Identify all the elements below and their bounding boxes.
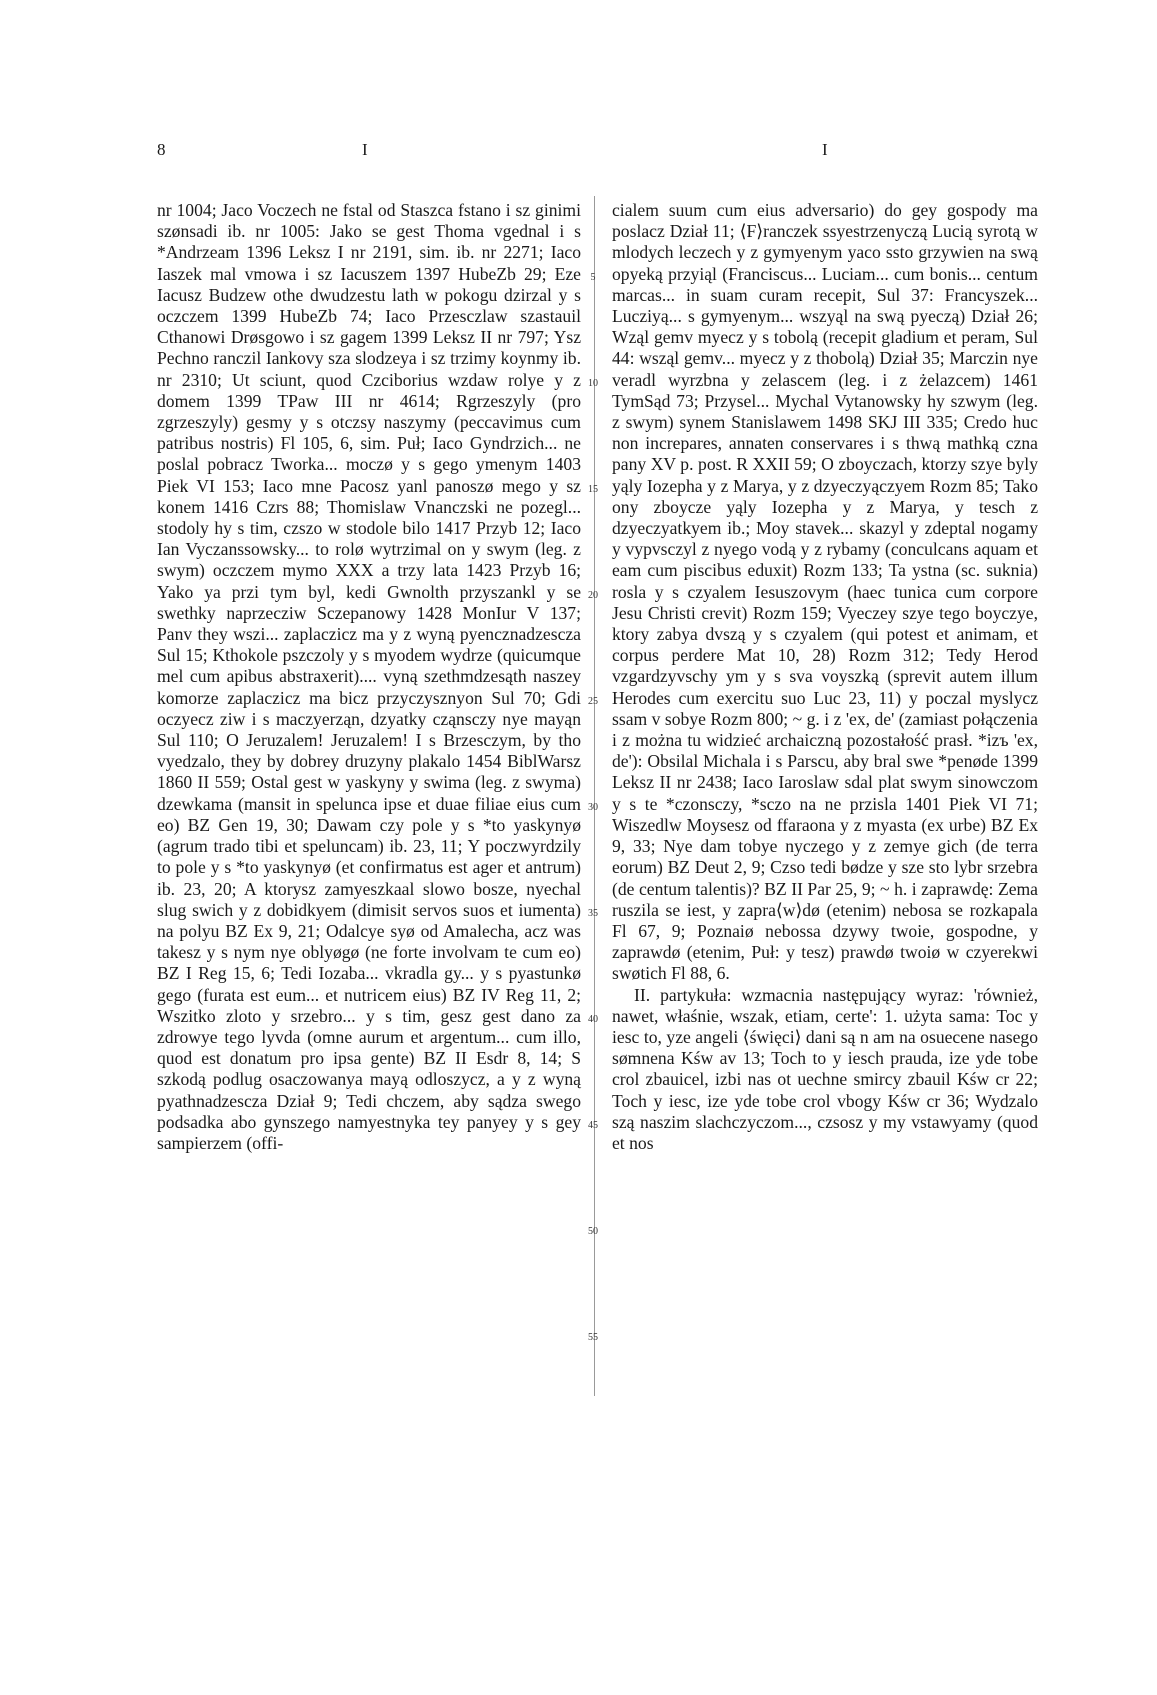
line-number: 5 [590,272,596,283]
line-number: 40 [588,1014,598,1025]
line-number: 30 [588,802,598,813]
line-number: 15 [588,484,598,495]
left-column [157,200,581,1154]
right-column-paragraph: II. partykuła: wzmacnia następujący wyraz: 'również, nawet, właśnie, wszak, etiam, certe': 1. użyta sama: Toc y iesc to, yze angeli ⟨święci⟩ dani są n am na osuecene nasego sømnena Kśw av 13; Toch to y iesch prauda, ize yde tobe crol zbauicel, izbi nas ot uechne smircy zbauil Kśw cr 22; Toch y iesc, ize yde tobe crol vbogy Kśw cr 36; Wydzalo szą naszim slachczyczom..., czsosz y my vstawyamy (quod et nos [612,984,1038,1153]
line-number: 20 [588,590,598,601]
line-number: 45 [588,1120,598,1131]
running-head-left: I [362,140,368,159]
right-column-paragraph: cialem suum cum eius adversario) do gey gospody ma poslacz Dział 11; ⟨F⟩ranczek ssyestrzenyczą Lucią syrotą w mlodych leczech y z gymyenym yaco ssto grzywien na swą opyeką przyiąl (Franciscus... Luciam... cum bonis... centum marcas... in suam curam recepit, Sul 37: Francyszek... Lucziyą... s gymyenym... wszyąl na swą pyeczą) Dział 26; Wząl gemv myecz y s tobolą (recepit gladium et peram, Sul 44: wsząl gemv... myecz y z thobolą) Dział 35; Marczin nye veradl wyrzbna y zelascem (leg. i z żelazcem) 1461 TymSąd 73; Przysel... Mychal Vytanowsky hy szwym (leg. z swym) synem Stanislawem 1498 SKJ III 335; Credo huc non increpares, annaten conservares i s thwą mathką czna pany XV p. post. R XXII 59; O zboyczach, ktorzy szye byly yąly Iozepha y z Marya, y z dzyeczyączyem Rozm 85; Tako ony zboycze yąly Iozepha y z Marya, y tesch z dzyeczyatkyem ib.; Moy stavek... skazyl y zdeptal nogamy y vypvsczyl z nyego vodą y z rybamy (conculcans aquam et eam cum piscibus eduxit) Rozm 133; Ta ystna (sc. suknia) rosla y s czyalem Iesuszovym (haec tunica cum corpore Jesu Christi crevit) Rozm 159; Vyeczey szye tego boyczye, ktory zabya dvszą y s czyalem (qui potest et animam, et corpus perdere Mat 10, 28) Rozm 312; Tedy Herod vzgardzyvschy ym y s sva voyszką (sprevit autem illum Herodes cum exercitu suo Luc 23, 11) y poczal myslycz ssam v sobye Rozm 800; ~ g. i z 'ex, de' (zamiast połączenia i z można tu widzieć archaiczną pozostałość prasł. *izъ 'ex, de'): Obsilal Michala i s Parscu, aby bral swe *penøde 1399 Leksz II nr 2438; Iaco Iaroslaw sdal plat swym sinowczom y s te *czonsczy, *sczo na ne przisla 1401 Piek VI 71; Wiszedlw Moysesz od ffaraona y z myasta (ex urbe) BZ Ex 9, 33; Nye dam tobye nyczego y z zemye gich (de terra eorum) BZ Deut 2, 9; Czso tedi bødze y sze sto lybr srzebra (de centum talentis)? BZ II Par 25, 9; ~ h. i zaprawdę: Zema ruszila se iest, y zapra⟨w⟩dø (etenim) nebosa se rozkapala Fl 67, 9; Poznaiø nebossa dzywy twoie, gospodne, y zaprawdø (etenim, Puł: y tesz) prawdø twoiø w czyerekwi swøtich Fl 88, 6. [612,200,1038,984]
line-number: 25 [588,696,598,707]
left-column-text: nr 1004; Jaco Voczech ne fstal od Staszca fstano i sz ginimi szønsadi ib. nr 1005: Jako se gest Thoma vgednal i s *Andrzeam 1396 Leksz I nr 2191, sim. ib. nr 2271; Iaco Iaszek mal vmowa i sz Iacuszem 1397 HubeZb 29; Eze Iacusz Budzew othe dwudzestu lath w pokogu dzirzal y s oczczem 1399 HubeZb 74; Iaco Przesczlaw szastauil Cthanowi Drøsgowo i sz gagem 1399 Leksz II nr 797; Ysz Pechno ranczil Iankovy sza slodzeya i sz trzimy koynmy ib. nr 2310; Ut sciunt, quod Czciborius wzdaw rolye y z domem 1399 TPaw III nr 4614; Rgrzeszyly (pro zgrzeszyly) gesmy y s otczsy naszymy (peccavimus cum patribus nostris) Fl 105, 6, sim. Puł; Iaco Gyndrzich... ne poslal pobracz Tworka... moczø y s gego ymenym 1403 Piek VI 153; Iaco mne Pacosz yanl panoszø mego y sz konem 1416 Czrs 88; Thomislaw Vnanczski ne pozegl... stodoly hy s tim, czszo w stodole bilo 1417 Przyb 12; Iaco Ian Vyczanssowsky... to rolø wytrzimal on y swym (leg. z swym) oczczem mymo XXX a trzy lata 1423 Przyb 16; Yako ya przi tym byl, kedi Gwnolth przyszankl y se swethky naprzecziw Sczepanowy 1428 MonIur V 137; Panv they wszi... zaplaczicz ma y z wyną pyencznadzescza Sul 15; Kthokole pszczoly y s myodem wydrze (quicumque mel cum apibus abstraxerit).... vyną szethmdzesąth naszey komorze zaplaczicz ma bicz przyczysznyon Sul 70; Gdi oczyecz ziw i s maczyerząn, dzyatky cząnsczy nye mayąn Sul 110; O Jeruzalem! Jeruzalem! I s Brzesczym, by tho vyedzalo, they by dobrey druzyny plakalo 1454 BiblWarsz 1860 II 559; Ostal gest w yaskyny y swima (leg. z swyma) dzewkama (mansit in spelunca ipse et duae filiae eius cum eo) BZ Gen 19, 30; Dawam czy pole y s *to yaskynyø (agrum trado tibi et speluncam) ib. 23, 11; Y poczwyrdzily to pole y s *to yaskynyø (et confirmatus est ager et antrum) ib. 23, 20; A ktorysz zamyeszkaal slowo bosze, nyechal slug swich y z dobidkyem (dimisit servos suos et iumenta) na polyu BZ Ex 9, 21; Odalcye syø od Amalecha, acz was takesz y s nym nye oblyøgø (ne forte involvam te cum eo) BZ I Reg 15, 6; Tedi Iozaba... vkradla gy... y s pyastunkø gego (furata est eum... et nutricem eius) BZ IV Reg 11, 2; Wszitko zloto y srzebro... y s tim, gesz gest dano za zdrowye tego lyvda (omne aurum et argentum... cum illo, quod est donatum pro ipsa gente) BZ II Esdr 8, 14; S szkodą podlug osaczowanya mayą odloszycz, a y z wyną pyathnadzescza Dział 9; Tedi chczem, aby sądza swego podsadka abo gynszego namyestnyka tey panyey y s gey sampierzem (offi- [157,200,581,1153]
line-number: 10 [588,378,598,389]
line-number: 55 [588,1332,598,1343]
line-number: 35 [588,908,598,919]
line-number: 50 [588,1226,598,1237]
right-column [612,200,1038,1154]
column-divider [594,196,595,1396]
running-head-right: I [822,140,828,159]
page-number: 8 [157,140,166,159]
